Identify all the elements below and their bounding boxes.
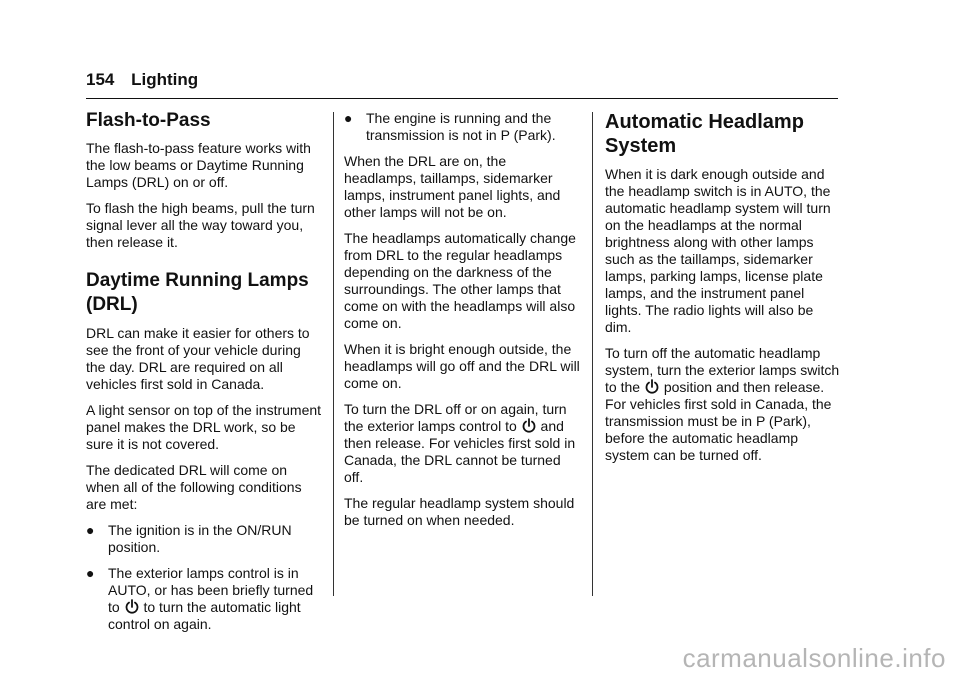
paragraph: To flash the high beams, pull the turn signal lever all the way toward you, then release it. — [86, 200, 315, 250]
heading-automatic-headlamp-system: Automatic Headlamp System — [605, 111, 804, 157]
list-item — [86, 522, 322, 556]
power-symbol-icon — [645, 379, 659, 395]
page-header — [86, 70, 838, 99]
heading-flash-to-pass: Flash-to-Pass — [86, 110, 211, 131]
list-item-text: The exterior lamps control is in AUTO, or has been briefly turned to — [108, 565, 314, 615]
column-1 — [86, 104, 322, 642]
column-divider — [333, 112, 334, 596]
list-item-text: The ignition is in the ON/RUN position. — [108, 522, 292, 555]
list-item-text: to turn the automatic light control on again. — [108, 599, 301, 632]
paragraph: The headlamps automatically change from DRL to the regular headlamps depending on the darkness of the surroundings. The other lamps that come on with the headlamps will also come on. — [344, 230, 576, 331]
paragraph: When the DRL are on, the headlamps, taillamps, sidemarker lamps, instrument panel lights, and other lamps will not be on. — [344, 153, 561, 220]
column-2 — [344, 104, 580, 538]
paragraph: The dedicated DRL will come on when all of the following conditions are met: — [86, 462, 302, 512]
bullet: ● — [86, 565, 95, 581]
conditions-list — [86, 522, 322, 633]
paragraph: A light sensor on top of the instrument panel makes the DRL work, so be sure it is not covered. — [86, 402, 322, 452]
section-title: Lighting — [131, 70, 199, 89]
paragraph-text: and then release. For vehicles first sold in Canada, the DRL cannot be turned off. — [344, 418, 576, 485]
paragraph-text: To turn off the automatic headlamp system, turn the exterior lamps switch to the — [605, 345, 840, 395]
watermark: carmanualsonline.info — [682, 643, 946, 673]
power-symbol-icon — [522, 418, 536, 434]
paragraph: When it is bright enough outside, the headlamps will go off and the DRL will come on. — [344, 341, 580, 391]
paragraph: When it is dark enough outside and the headlamp switch is in AUTO, the automatic headlamp system will turn on the headlamps at the normal brightness along with other lamps such as the taillamps, sidemarker lamps, parking lamps, license plate lamps, and the instrument panel lights. The radio lights will also be dim. — [605, 166, 831, 335]
conditions-list-continued — [344, 110, 580, 144]
paragraph: The regular headlamp system should be turned on when needed. — [344, 495, 575, 528]
power-symbol-icon — [125, 599, 139, 615]
paragraph-text: To turn the DRL off or on again, turn the exterior lamps control to — [344, 401, 567, 434]
bullet: ● — [86, 522, 95, 538]
bullet: ● — [344, 110, 353, 126]
list-item — [86, 565, 322, 633]
paragraph — [344, 401, 580, 486]
page-number: 154 — [86, 70, 115, 89]
paragraph: The flash-to-pass feature works with the low beams or Daytime Running Lamps (DRL) on or off. — [86, 140, 311, 190]
list-item-text: The engine is running and the transmission is not in P (Park). — [366, 110, 556, 143]
column-divider — [592, 112, 593, 596]
list-item — [344, 110, 580, 144]
paragraph: DRL can make it easier for others to see the front of your vehicle during the day. DRL are required on all vehicles first sold in Canada. — [86, 325, 310, 392]
paragraph-text: position and then release. For vehicles first sold in Canada, the transmission must be in P (Park), before the automatic headlamp system can be turned off. — [605, 379, 832, 463]
heading-daytime-running-lamps: Daytime Running Lamps (DRL) — [86, 270, 309, 315]
column-3 — [605, 104, 841, 473]
paragraph — [605, 345, 841, 464]
